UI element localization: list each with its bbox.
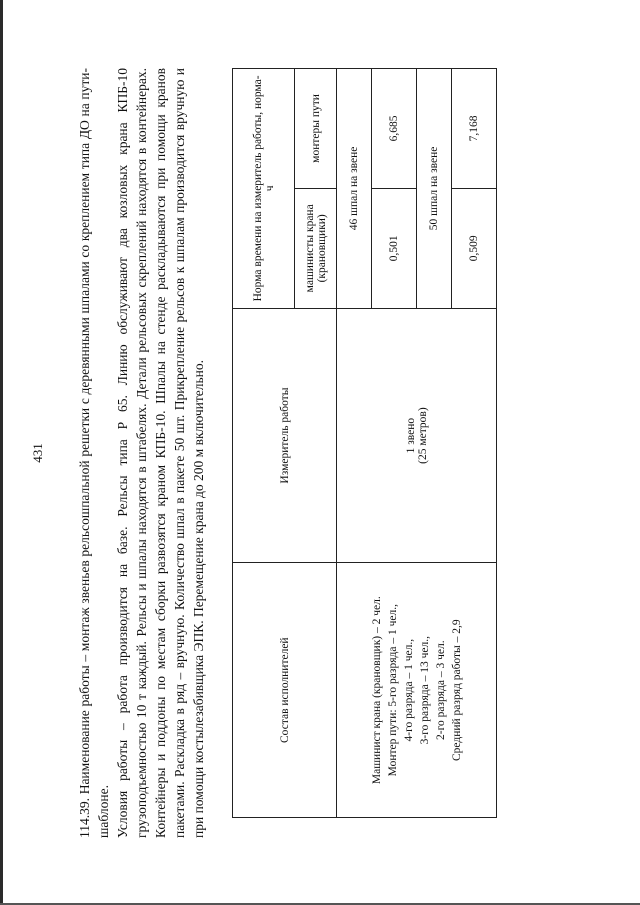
work-conditions: Условия работы – работа производится на базе. Рельсы типа Р 65. Линию обслуживают два козловых крана КПБ-10 грузоподъемностью 10 т каждый. Рельсы и шпалы находятся в штабелях. Детали рельсовых скреплений находятся в контейнерах. Контейнеры и поддоны по местам сборки развозятся краном КПБ-10. Шпалы на стенде раскладываются при помощи кранов пакетами. Раскладка в ряд – вручную. Количество шпал в пакете 50 шт. Прикрепление рельсов к шпалам производится вручную и при помощи костылезабивщика ЭПК. Перемещение крана до 200 м включительно. — [115, 68, 206, 838]
crew-line: 2-го разряда – 3 чел. — [434, 640, 447, 741]
unit-cell — [337, 308, 497, 563]
section-label-50: 50 шпал на звене — [417, 69, 452, 309]
operators-value-46: 0,501 — [372, 188, 417, 308]
unit-line-2: (25 метров) — [416, 407, 429, 464]
norm-table — [232, 68, 497, 818]
page-number: 431 — [30, 443, 45, 463]
crew-cell — [337, 563, 497, 818]
header-norm: Норма времени на измеритель работы, норма-ч — [233, 69, 295, 309]
header-operators: машинисты крана (крановщики) — [295, 188, 337, 308]
scan-edge-left — [0, 0, 3, 905]
work-heading: 114.39. Наименование работы – монтаж звеньев рельсошпальной решетки с деревянными шпалами со креплением типа ДО на пути-шаблоне. — [77, 68, 111, 838]
fitters-value-50: 7,168 — [452, 69, 497, 189]
crew-line: Средний разряд работы – 2,9 — [450, 619, 463, 762]
header-fitters: монтеры пути — [295, 69, 337, 189]
unit-line-1: 1 звено — [404, 417, 417, 454]
operators-value-50: 0,509 — [452, 188, 497, 308]
crew-line: 3-го разряда – 13 чел., — [418, 636, 431, 745]
crew-line: 4-го разряда – 1 чел., — [402, 638, 415, 742]
section-label-46: 46 шпал на звене — [337, 69, 372, 309]
rotated-page — [30, 18, 610, 888]
fitters-value-46: 6,685 — [372, 69, 417, 189]
crew-line: Машинист крана (крановщик) – 2 чел. — [370, 596, 383, 785]
body-text — [75, 68, 208, 838]
header-unit: Измеритель работы — [233, 308, 337, 563]
crew-line: Монтер пути: 5-го разряда – 1 чел., — [386, 604, 399, 777]
header-crew: Состав исполнителей — [233, 563, 337, 818]
